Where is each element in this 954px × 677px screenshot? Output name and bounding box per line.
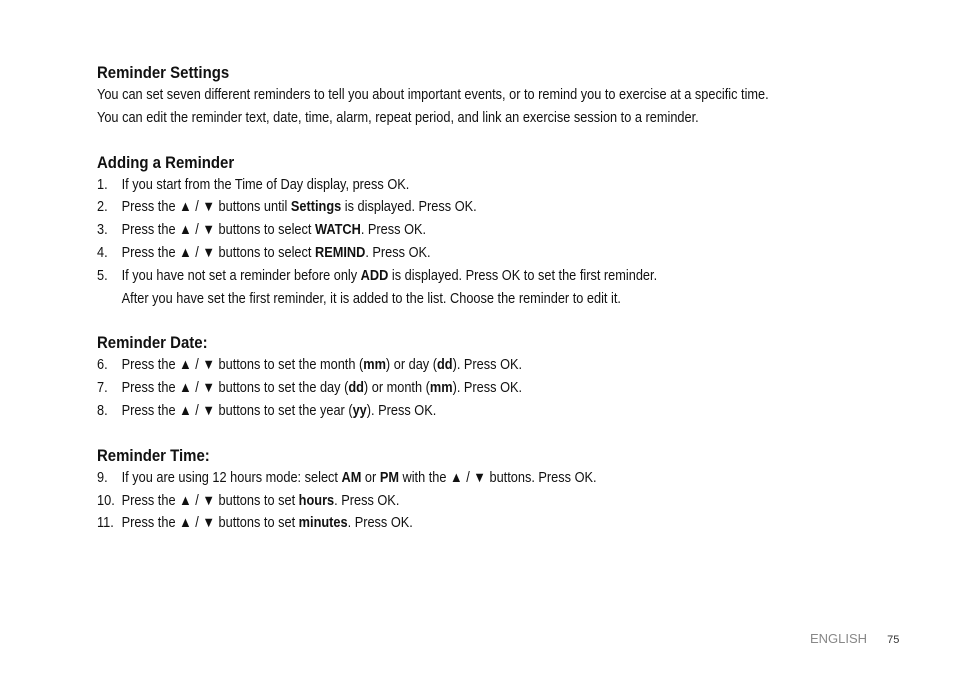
heading-adding-reminder: Adding a Reminder xyxy=(97,152,235,172)
emphasis: AM xyxy=(341,469,362,486)
section-reminder-date xyxy=(97,332,801,422)
step-text: Press the ▲ / ▼ buttons to select REMIND. Press OK. xyxy=(121,244,431,261)
step-item xyxy=(97,242,801,265)
section-reminder-time xyxy=(97,445,801,535)
emphasis: ADD xyxy=(360,267,389,284)
step-item xyxy=(97,174,801,197)
step-item xyxy=(97,512,801,535)
step-text: Press the ▲ / ▼ buttons until Settings is displayed. Press OK. xyxy=(121,199,477,216)
step-number: 5. xyxy=(97,267,108,284)
step-text: If you are using 12 hours mode: select AM or PM with the ▲ / ▼ buttons. Press OK. xyxy=(121,469,597,486)
step-text: Press the ▲ / ▼ buttons to select WATCH. Press OK. xyxy=(121,222,427,239)
step-item xyxy=(97,265,801,288)
page-footer xyxy=(810,631,899,646)
emphasis: WATCH xyxy=(314,222,361,239)
step-number: 3. xyxy=(97,222,108,239)
emphasis: mm xyxy=(429,380,453,397)
step-item xyxy=(97,467,801,490)
heading-reminder-time: Reminder Time: xyxy=(97,445,210,465)
step-number: 9. xyxy=(97,469,108,486)
step-text: Press the ▲ / ▼ buttons to set minutes. Press OK. xyxy=(121,515,413,532)
step-number: 10. xyxy=(97,492,115,509)
step-item xyxy=(97,354,801,377)
step-number: 2. xyxy=(97,199,108,216)
step-number: 1. xyxy=(97,176,108,193)
step-text: Press the ▲ / ▼ buttons to set the day (dd) or month (mm). Press OK. xyxy=(121,380,523,397)
step-number: 7. xyxy=(97,380,108,397)
paragraph-line: You can set seven different reminders to tell you about important events, or to remind you to exercise at a specific time. xyxy=(97,87,769,103)
footer-language: ENGLISH xyxy=(810,631,868,646)
paragraph-line: You can edit the reminder text, date, time, alarm, repeat period, and link an exercise session to a reminder. xyxy=(97,109,699,126)
heading-reminder-settings: Reminder Settings xyxy=(97,63,230,82)
manual-page-content xyxy=(97,62,801,557)
emphasis: minutes xyxy=(298,515,348,532)
emphasis: REMIND xyxy=(314,244,366,261)
step-item xyxy=(97,196,801,219)
step-number: 4. xyxy=(97,244,108,261)
step-text: Press the ▲ / ▼ buttons to set hours. Press OK. xyxy=(121,492,400,509)
step-item xyxy=(97,400,801,423)
step-number: 11. xyxy=(97,515,114,532)
step-number: 8. xyxy=(97,402,108,419)
emphasis: dd xyxy=(348,380,364,397)
step-text: Press the ▲ / ▼ buttons to set the month (mm) or day (dd). Press OK. xyxy=(121,357,523,374)
step-number: 6. xyxy=(97,357,108,374)
step-item xyxy=(97,490,801,513)
emphasis: yy xyxy=(352,402,367,419)
step-item xyxy=(97,377,801,400)
emphasis: hours xyxy=(298,492,335,509)
emphasis: Settings xyxy=(290,199,342,216)
emphasis: PM xyxy=(379,469,399,486)
section-adding-reminder xyxy=(97,152,801,311)
step-item xyxy=(97,219,801,242)
step-text: Press the ▲ / ▼ buttons to set the year (yy). Press OK. xyxy=(121,402,437,419)
step-continuation: After you have set the first reminder, it is added to the list. Choose the reminder to edit it. xyxy=(121,290,621,307)
step-text: If you have not set a reminder before only ADD is displayed. Press OK to set the first reminder. xyxy=(121,267,658,284)
emphasis: mm xyxy=(363,357,386,374)
heading-reminder-date: Reminder Date: xyxy=(97,333,208,353)
page-number: 75 xyxy=(887,634,900,646)
step-text: If you start from the Time of Day display, press OK. xyxy=(121,176,410,193)
section-reminder-settings xyxy=(97,62,801,130)
emphasis: dd xyxy=(436,357,453,374)
